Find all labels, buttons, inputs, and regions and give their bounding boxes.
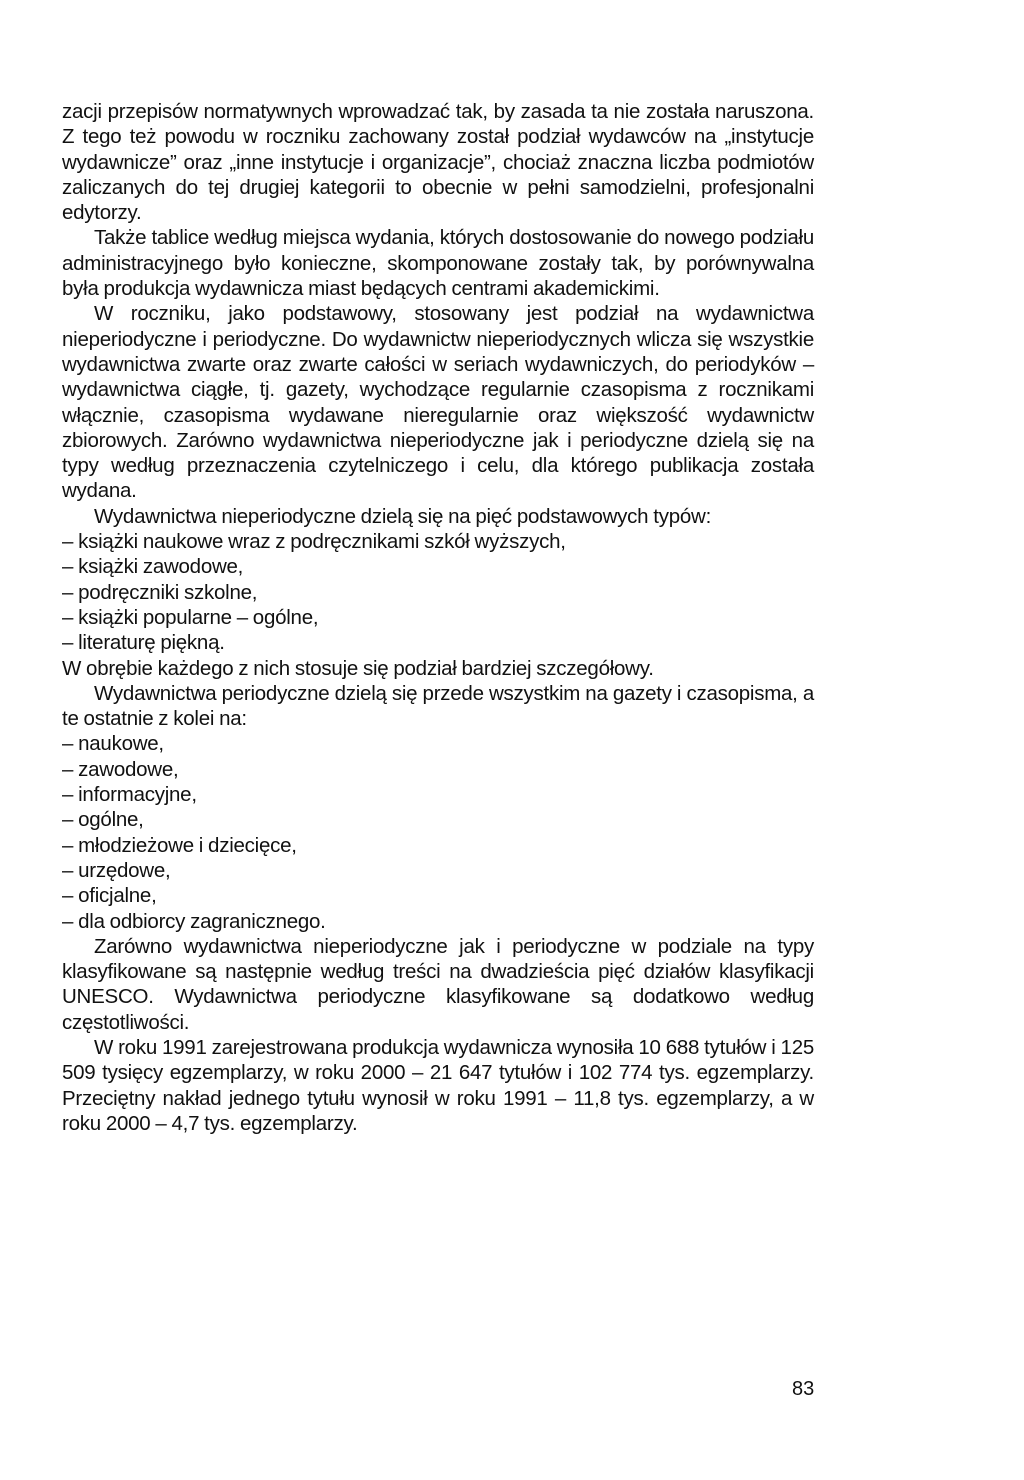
page-number: 83 [792, 1378, 815, 1400]
list-item: – ogólne, [62, 807, 814, 832]
paragraph-publishers: zacji przepisów normatywnych wprowadzać tak, by zasada ta nie została naruszona. Z tego też powodu w roczniku zachowany został podział wydawców na „instytucje wydawnicze” oraz „inne instytucje i organizacje”, chociaż znaczna liczba podmiotów zaliczanych do tej drugiej kategorii to obecnie w pełni samodzielni, profesjonalni edytorzy. [62, 100, 814, 225]
paragraph-division: W roczniku, jako podstawowy, stosowany jest podział na wydawnictwa nieperiodyczne i periodyczne. Do wydawnictw nieperiodycznych wlicza się wszystkie wydawnictwa zwarte oraz zwarte całości w seriach wydawniczych, do periodyków – wydawnictwa ciągłe, tj. gazety, wychodzące regularnie czasopisma z rocznikami włącznie, czasopisma wydawane nieregularnie oraz większość wydawnictw zbiorowych. Zarówno wydawnictwa nieperiodyczne jak i periodyczne dzielą się na typy według przeznaczenia czytelniczego i celu, dla którego publikacja została wydana. [62, 302, 814, 503]
list-item: – książki popularne – ogólne, [62, 605, 814, 630]
periodic-types-list [62, 731, 814, 933]
list-item: – oficjalne, [62, 883, 814, 908]
paragraph-subdivision: W obrębie każdego z nich stosuje się podział bardziej szczegółowy. [62, 656, 654, 680]
list-item: – literaturę piękną. [62, 630, 814, 655]
paragraph-periodic-intro: Wydawnictwa periodyczne dzielą się przede wszystkim na gazety i czasopisma, a te ostatnie z kolei na: [62, 681, 814, 731]
list-item: – książki naukowe wraz z podręcznikami szkół wyższych, [62, 529, 814, 554]
paragraph-nonperiodic-intro: Wydawnictwa nieperiodyczne dzielą się na pięć podstawowych typów: [94, 504, 712, 528]
list-item: – książki zawodowe, [62, 554, 814, 579]
paragraph-production-statistics: W roku 1991 zarejestrowana produkcja wydawnicza wynosiła 10 688 tytułów i 125 509 tysięcy egzemplarzy, w roku 2000 – 21 647 tytułów i 102 774 tys. egzemplarzy. Przeciętny nakład jednego tytułu wynosił w roku 1991 – 11,8 tys. egzemplarzy, a w roku 2000 – 4,7 tys. egzemplarzy. [62, 1035, 814, 1135]
nonperiodic-types-list [62, 529, 814, 655]
list-item: – dla odbiorcy zagranicznego. [62, 909, 814, 934]
list-item: – zawodowe, [62, 757, 814, 782]
list-item: – podręczniki szkolne, [62, 580, 814, 605]
list-item: – informacyjne, [62, 782, 814, 807]
list-item: – młodzieżowe i dziecięce, [62, 833, 814, 858]
paragraph-unesco-classification: Zarówno wydawnictwa nieperiodyczne jak i periodyczne w podziale na typy klasyfikowane są następnie według treści na dwadzieścia pięć działów klasyfikacji UNESCO. Wydawnictwa periodyczne klasyfikowane są dodatkowo według częstotliwości. [62, 934, 814, 1034]
paragraph-place-tables: Także tablice według miejsca wydania, których dostosowanie do nowego podziału administracyjnego było konieczne, skomponowane zostały tak, by porównywalna była produkcja wydawnicza miast będących centrami akademickimi. [62, 226, 814, 301]
list-item: – naukowe, [62, 731, 814, 756]
page-text [62, 99, 814, 1136]
list-item: – urzędowe, [62, 858, 814, 883]
